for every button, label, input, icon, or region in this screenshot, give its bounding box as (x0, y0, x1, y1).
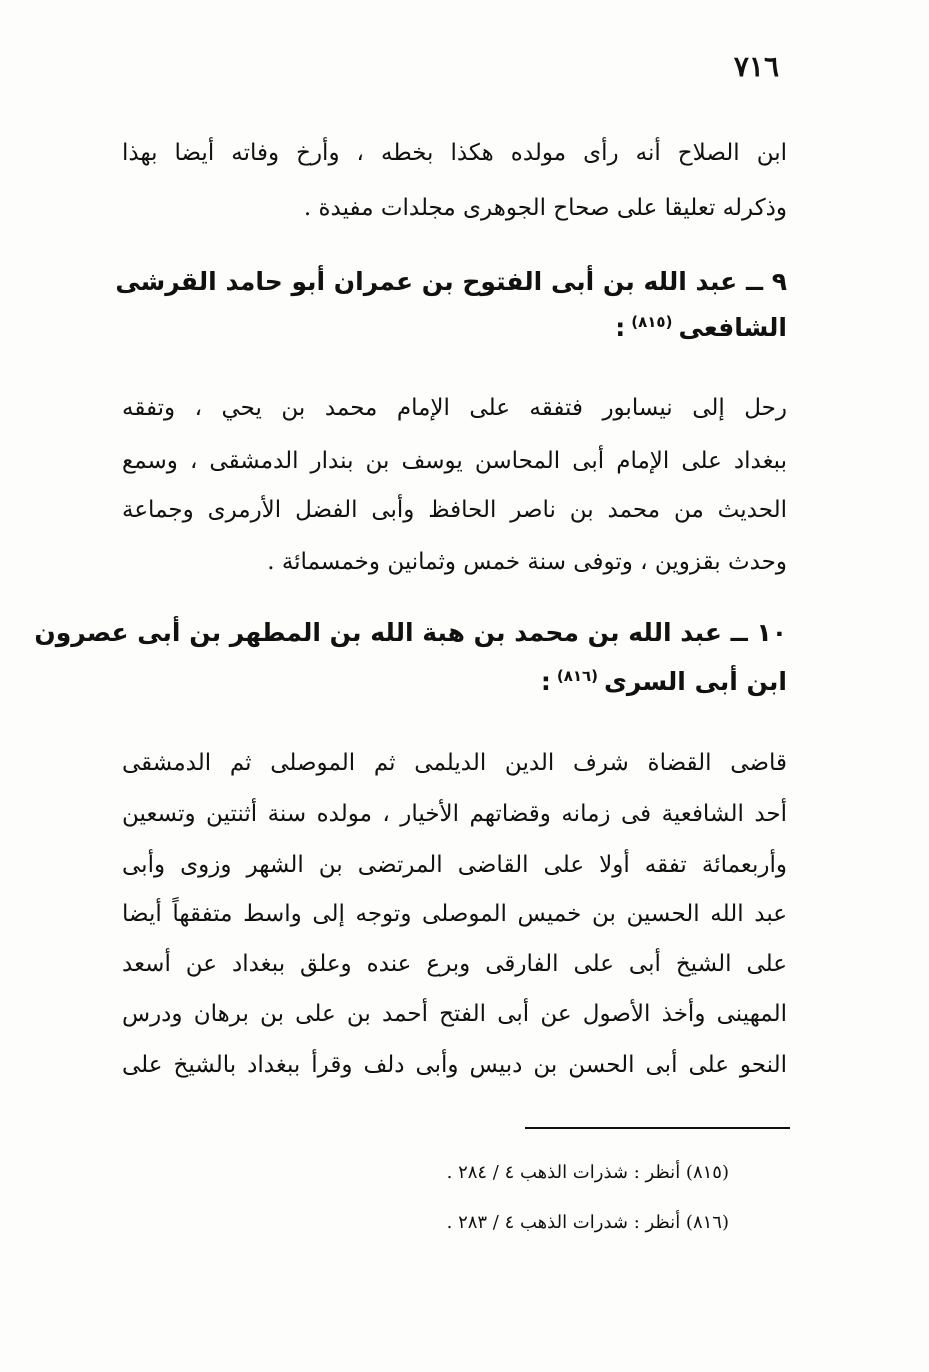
footnote-816: (٨١٦) أنظر : شدرات الذهب ٤ / ٢٨٣ . (446, 1212, 729, 1233)
colon: : (615, 313, 626, 342)
colon: : (540, 667, 551, 696)
paragraph-line: وذكرله تعليقا على صحاح الجوهرى مجلدات مفيدة . (303, 195, 787, 221)
entry-9-name: الشافعى (678, 313, 787, 342)
footnote-ref-816: (٨١٦) (556, 666, 599, 685)
footnote-815: (٨١٥) أنظر : شذرات الذهب ٤ / ٢٨٤ . (446, 1162, 729, 1183)
entry-9-heading: ٩ ــ عبد الله بن أبى الفتوح بن عمران أبو حامد القرشى (115, 267, 787, 296)
paragraph-line: ابن الصلاح أنه رأى مولده هكذا بخطه ، وأرخ وفاته أيضا بهذا (122, 140, 787, 166)
footnote-separator (525, 1127, 790, 1129)
entry-10-body-line: على الشيخ أبى على الفارقى وبرع عنده وعلق ببغداد عن أسعد (122, 951, 787, 977)
entry-10-name: ابن أبى السرى (604, 667, 787, 696)
entry-10-heading-line2 (122, 666, 787, 698)
footnote-ref-815: (٨١٥) (631, 312, 673, 331)
page-number: ٧١٦ (733, 50, 779, 83)
entry-9-body-line: وحدث بقزوين ، وتوفى سنة خمس وثمانين وخمسمائة . (267, 549, 787, 575)
entry-10-body-line: أحد الشافعية فى زمانه وقضاتهم الأخيار ، مولده سنة أثنتين وتسعين (122, 801, 787, 827)
entry-10-body-line: قاضى القضاة شرف الدين الديلمى ثم الموصلى ثم الدمشقى (122, 750, 787, 776)
entry-10-body-line: وأربعمائة تفقه أولا على القاضى المرتضى بن الشهر وزوى وأبى (122, 852, 787, 878)
entry-10-heading: ١٠ ــ عبد الله بن محمد بن هبة الله بن المطهر بن أبى عصرون (34, 618, 787, 647)
entry-9-body-line: الحديث من محمد بن ناصر الحافظ وأبى الفضل الأرمرى وجماعة (122, 497, 787, 523)
entry-9-heading-line2 (122, 312, 787, 344)
entry-10-body-line: النحو على أبى الحسن بن دبيس وأبى دلف وقرأ ببغداد بالشيخ على (122, 1052, 787, 1078)
entry-10-body-line: المهينى وأخذ الأصول عن أبى الفتح أحمد بن على بن برهان ودرس (122, 1001, 787, 1027)
entry-9-body-line: ببغداد على الإمام أبى المحاسن يوسف بن بندار الدمشقى ، وسمع (122, 448, 788, 474)
entry-10-body-line: عبد الله الحسين بن خميس الموصلى وتوجه إلى واسط متفقهاً أيضا (122, 901, 787, 927)
entry-9-body-line: رحل إلى نيسابور فتفقه على الإمام محمد بن يحي ، وتفقه (122, 395, 787, 421)
